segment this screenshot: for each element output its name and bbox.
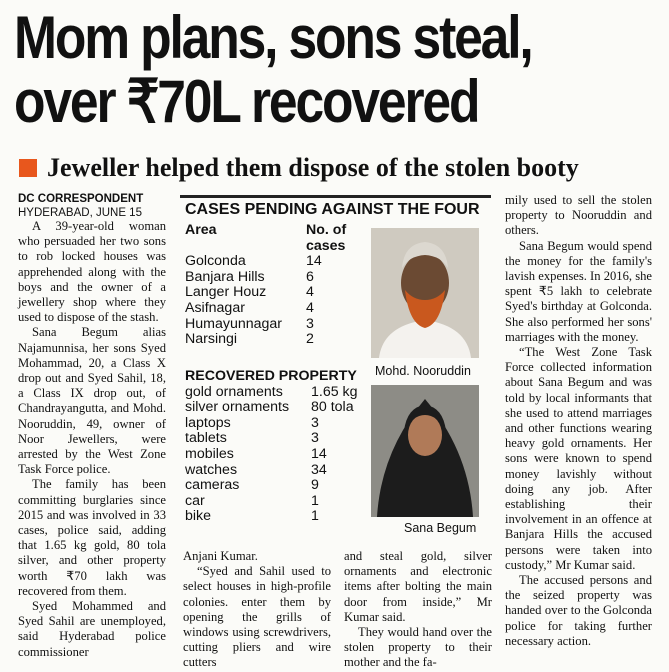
property-qty: 14 [311,445,327,462]
table-row [185,385,358,401]
areas-table [185,223,354,348]
table-row [185,447,358,463]
areas-header-area: Area [185,222,217,238]
property-item: gold ornaments [185,383,283,400]
area-count: 4 [306,284,314,301]
cases-info-box [180,195,491,537]
table-row [185,463,358,479]
property-header-row [185,369,358,385]
property-item: watches [185,461,238,478]
byline-author: DC CORRESPONDENT [18,193,144,205]
woman-portrait-icon [371,385,479,517]
paragraph: Anjani Kumar. [183,549,258,563]
article-column-4 [505,193,652,649]
property-item: laptops [185,414,231,431]
paragraph: mily used to sell the stolen property to Nooruddin and others. [505,193,652,238]
property-item: cameras [185,477,240,494]
paragraph: A 39-year-old woman who persuaded her two sons to rob locked houses was apprehended along with the boys and the owner of a jewellery shop where they used to dispose of the stash. [18,219,166,325]
property-item: tablets [185,430,227,447]
paragraph: The accused persons and the seized property was handed over to the Golconda police for taking further necessary action. [505,573,652,648]
property-header: RECOVERED PROPERTY [185,368,357,384]
area-name: Asifnagar [185,299,245,316]
table-row [185,400,358,416]
area-name: Banjara Hills [185,268,265,285]
property-item: car [185,492,205,509]
area-count: 4 [306,299,314,316]
byline-dateline: HYDERABAD, JUNE 15 [18,207,142,219]
orange-square-bullet-icon [19,159,37,177]
paragraph: and steal gold, silver ornaments and electronic items after bolting the main door from inside,” Mr Kumar said. [344,549,492,624]
table-row [185,509,358,525]
area-name: Humayunnagar [185,315,283,332]
property-item: bike [185,508,212,525]
property-qty: 1 [311,508,319,525]
headline [14,6,569,134]
table-row [185,494,358,510]
area-count: 6 [306,268,314,285]
property-qty: 9 [311,477,319,494]
article-column-3 [344,549,492,671]
property-qty: 3 [311,414,319,431]
property-qty: 3 [311,430,319,447]
area-count: 2 [306,331,314,348]
property-table [185,369,358,525]
kicker-text: Jeweller helped them dispose of the stolen booty [47,153,579,182]
paragraph: They would hand over the stolen property to their mother and the fa- [344,625,492,670]
area-name: Golconda [185,253,246,270]
article-column-2 [183,549,331,671]
property-qty: 34 [311,461,327,478]
paragraph: Sana Begum alias Najamunnisa, her sons Syed Mohammad, 20, a Class X drop out and Syed Sahil, 18, a Class IX drop out, of Chandrayangutta, and Mohd. Nooruddin, 49, owner of Noor Jewellers, were arrested by the West Zone Task Force police. [18,325,166,477]
table-row [185,301,354,317]
property-qty: 80 tola [311,399,354,416]
paragraph: The family has been committing burglaries since 2015 and was involved in 33 cases, police said, adding that 1.65 kg gold, 80 tola silver, and other property worth ₹70 lakh was recovered from them. [18,477,166,598]
caption-nooruddin: Mohd. Nooruddin [375,364,471,378]
paragraph: Syed Mohammed and Syed Sahil are unemployed, said Hyderabad police commissioner [18,599,166,659]
table-row [185,431,358,447]
headline-line-1: Mom plans, sons steal, [14,4,532,71]
table-row [185,317,354,333]
box-title: CASES PENDING AGAINST THE FOUR [185,201,480,218]
photo-nooruddin [371,228,479,358]
article-column-1 [18,219,166,660]
table-row [185,285,354,301]
paragraph: “Syed and Sahil used to select houses in high-profile colonies. enter them by opening the grills of windows using screwdrivers, cutting pliers and wire cutters [183,564,331,670]
headline-line-2: over ₹70L recovered [14,68,479,135]
man-portrait-icon [371,228,479,358]
byline [18,192,143,220]
table-row [185,270,354,286]
area-count: 3 [306,315,314,332]
property-item: mobiles [185,445,234,462]
area-name: Narsingi [185,331,238,348]
paragraph: Sana Begum would spend the money for the family's lavish expenses. In 2016, she spent ₹5 lakh to celebrate Syed's birthday at Golconda. She also performed her sons' marriages with the money. [505,238,652,344]
table-row [185,478,358,494]
table-row [185,332,354,348]
property-qty: 1 [311,492,319,509]
area-name: Langer Houz [185,284,267,301]
kicker [19,153,579,183]
property-qty: 1.65 kg [311,383,358,400]
photo-sana-begum [371,385,479,517]
caption-sana-begum: Sana Begum [404,521,477,535]
table-row [185,416,358,432]
table-row [185,254,354,270]
paragraph: “The West Zone Task Force collected information about Sana Begum and was told by local informants that she used to attend marriages and other functions wearing heavy gold ornaments. Her sons were known to spend money lavishly without doing any job. After establishing their involvement in an offence at Banjara Hills the accused persons were taken into custody,” Mr Kumar said. [505,345,652,572]
areas-header-row [185,223,354,254]
area-count: 14 [306,253,322,270]
areas-header-count: No. of cases [306,222,347,254]
property-item: silver ornaments [185,399,290,416]
